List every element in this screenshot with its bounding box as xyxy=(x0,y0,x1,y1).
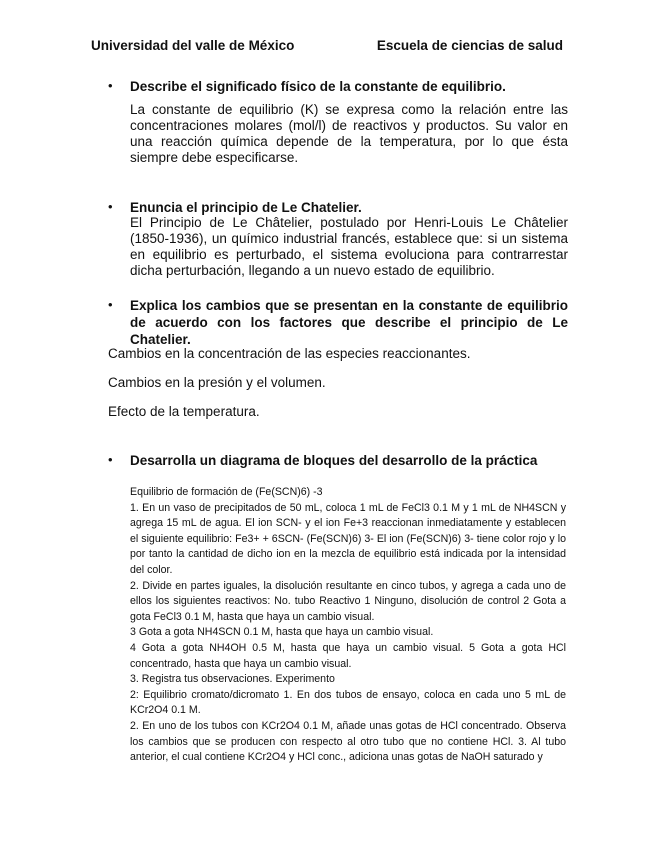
question-2-title: Enuncia el principio de Le Chatelier. xyxy=(130,200,362,215)
procedure-step: 2. Divide en partes iguales, la disolución resultante en cinco tubos, y agrega a cada uno de ellos los siguientes reactivos: No. tubo Reactivo 1 Ninguno, disolución de control 2 Gota a gota FeCl3 0.1 M, hasta que haya un cambio visual. xyxy=(130,579,566,623)
question-1-answer: La constante de equilibrio (K) se expresa como la relación entre las concentraciones molares (mol/l) de reactivos y productos. Su valor en una reacción química depende de la temperatura, por lo que ésta siempre debe especificarse. xyxy=(130,102,568,165)
question-4-title: Desarrolla un diagrama de bloques del desarrollo de la práctica xyxy=(130,453,538,468)
procedure-step: 4 Gota a gota NH4OH 0.5 M, hasta que haya un cambio visual. 5 Gota a gota HCl concentrado, hasta que haya un cambio visual. xyxy=(130,641,566,670)
factor-temperature: Efecto de la temperatura. xyxy=(108,404,260,419)
procedure-step: 1. En un vaso de precipitados de 50 mL, coloca 1 mL de FeCl3 0.1 M y 1 mL de NH4SCN y agrega 15 mL de agua. El ion SCN- y el ion Fe+3 reaccionan inmediatamente y establecen el siguiente equilibrio: Fe3+ + 6SCN- (Fe(SCN)6) 3- El ion (Fe(SCN)6) 3- tiene color rojo y lo por tanto la cantidad de dicho ion en la mezcla de equilibrio está indicada por la intensidad del color. xyxy=(130,501,566,576)
header-left: Universidad del valle de México xyxy=(91,38,295,53)
procedure-step: 2: Equilibrio cromato/dicromato 1. En dos tubos de ensayo, coloca en cada uno 5 mL de KCr2O4 0.1 M. xyxy=(130,688,566,717)
procedure-text xyxy=(130,485,566,766)
bullet-icon: • xyxy=(108,452,113,467)
procedure-step: 2. En uno de los tubos con KCr2O4 0.1 M, añade unas gotas de HCl concentrado. Observa los cambios que se producen con respecto al otro tubo que no contiene HCl. 3. Al tubo anterior, el cual contiene KCr2O4 y HCl conc., adiciona unas gotas de NaOH saturado y xyxy=(130,719,566,764)
procedure-step: 3. Registra tus observaciones. Experimento xyxy=(130,673,335,686)
question-1-title: Describe el significado físico de la constante de equilibrio. xyxy=(130,79,506,94)
header-right: Escuela de ciencias de salud xyxy=(376,38,563,53)
procedure-step: 3 Gota a gota NH4SCN 0.1 M, hasta que haya un cambio visual. xyxy=(130,626,434,639)
bullet-icon: • xyxy=(108,199,113,214)
bullet-icon: • xyxy=(108,297,113,312)
question-3-title: Explica los cambios que se presentan en la constante de equilibrio de acuerdo con los factores que describe el principio de Le Chatelier. xyxy=(130,298,568,347)
question-2-answer: El Principio de Le Châtelier, postulado por Henri-Louis Le Châtelier (1850-1936), un químico industrial francés, establece que: si un sistema en equilibrio es perturbado, el sistema evoluciona para contrarrestar dicha perturbación, llegando a un nuevo estado de equilibrio. xyxy=(130,215,568,278)
factor-concentration: Cambios en la concentración de las especies reaccionantes. xyxy=(108,346,471,361)
factor-pressure: Cambios en la presión y el volumen. xyxy=(108,375,326,390)
bullet-icon: • xyxy=(108,78,113,93)
procedure-title: Equilibrio de formación de (Fe(SCN)6) -3 xyxy=(130,486,323,498)
